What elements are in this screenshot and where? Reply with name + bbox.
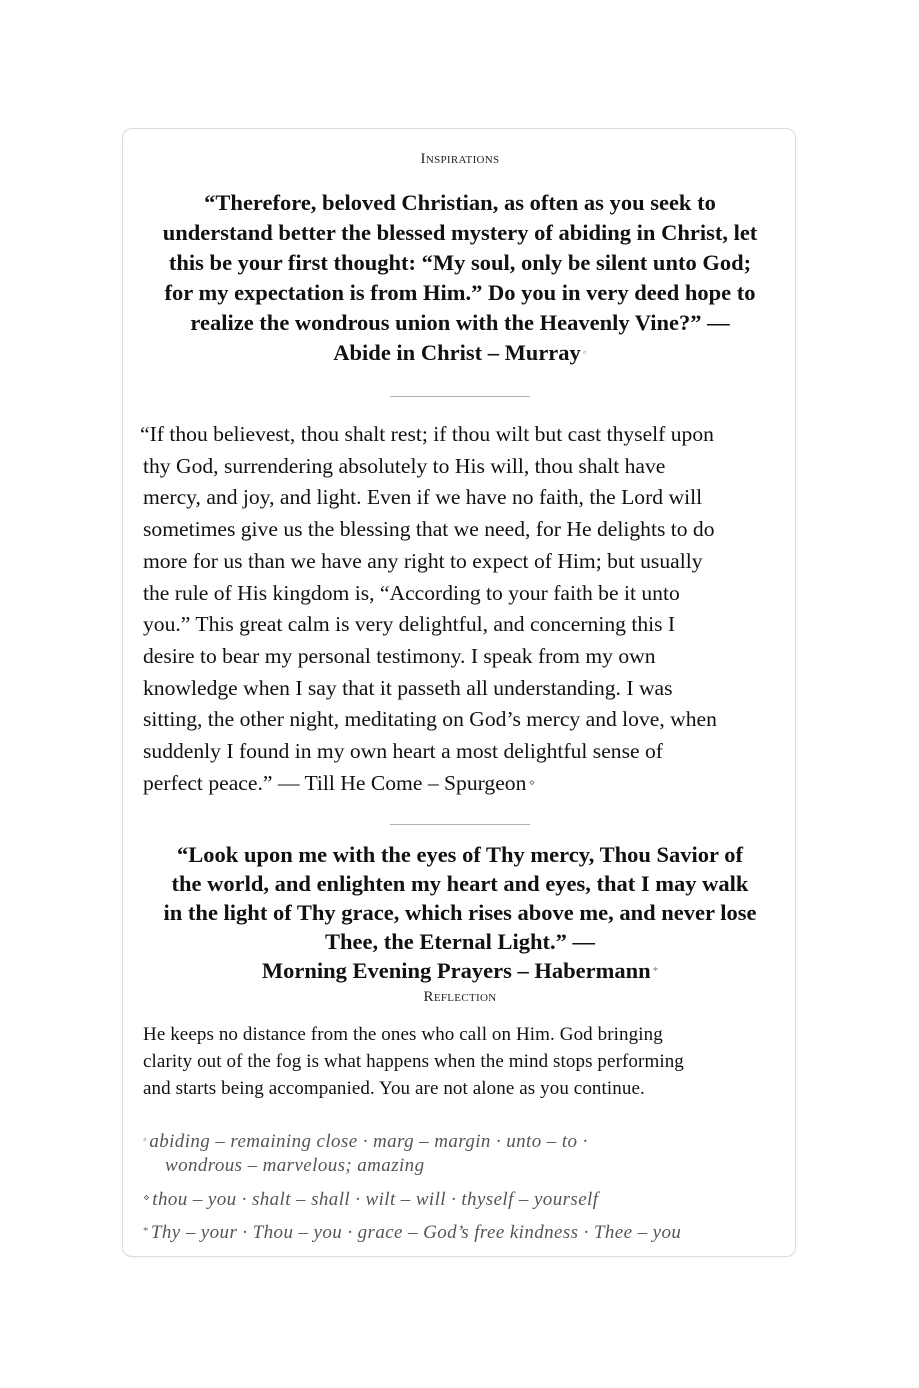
footnote-marker: ⋄ — [528, 776, 536, 789]
divider — [390, 396, 530, 397]
glossary-entry — [143, 1186, 783, 1212]
quote-line: this be your first thought: “My soul, only be silent unto God; — [168, 250, 752, 275]
quote-line: suddenly I found in my own heart a most delightful sense of — [143, 739, 663, 764]
glossary-line — [143, 1128, 783, 1154]
glossary-line: wondrous – marvelous; amazing — [165, 1155, 425, 1176]
glossary-entry — [143, 1219, 783, 1245]
quote-attribution — [143, 956, 777, 986]
quote-spurgeon — [140, 419, 783, 799]
quote-line: the world, and enlighten my heart and eyes, that I may walk — [171, 871, 749, 896]
quote-line: you.” This great calm is very delightful, and concerning this I — [143, 612, 676, 637]
quote-murray — [143, 188, 777, 368]
glossary-text: thou – you · shalt – shall · wilt – will · thyself – yourself — [152, 1189, 599, 1210]
quote-line: in the light of Thy grace, which rises above me, and never lose — [163, 900, 757, 925]
section-label-inspirations: Inspirations — [420, 151, 500, 167]
attribution-text: Morning Evening Prayers – Habermann — [261, 958, 651, 983]
reflection-text — [143, 1021, 783, 1102]
glossary-marker: ◦ — [143, 1134, 148, 1146]
quote-text: perfect peace.” — Till He Come – Spurgeon — [143, 770, 527, 795]
footnote-marker: ◦ — [582, 347, 587, 359]
attribution-text: Abide in Christ – Murray — [333, 340, 581, 365]
inspirations-card — [122, 128, 796, 1257]
quote-line: the rule of His kingdom is, “According to your faith be it unto — [143, 580, 680, 605]
quote-line: realize the wondrous union with the Heavenly Vine?” — — [190, 310, 730, 335]
reflection-line: clarity out of the fog is what happens when the mind stops performing — [143, 1051, 684, 1072]
reflection-line: He keeps no distance from the ones who call on Him. God bringing — [143, 1024, 663, 1045]
glossary-text: abiding – remaining close · marg – margin · unto – to · — [149, 1131, 588, 1152]
quote-line: sitting, the other night, meditating on God’s mercy and love, when — [143, 707, 717, 732]
quote-attribution — [143, 338, 777, 368]
glossary-marker: ⋄ — [143, 1192, 151, 1204]
quote-line: knowledge when I say that it passeth all understanding. I was — [143, 675, 673, 700]
quote-line: sometimes give us the blessing that we need, for He delights to do — [143, 517, 715, 542]
quote-line-last — [143, 768, 783, 800]
quote-line: mercy, and joy, and light. Even if we have no faith, the Lord will — [143, 485, 703, 510]
reflection-line: and starts being accompanied. You are not alone as you continue. — [143, 1078, 645, 1099]
quote-line: more for us than we have any right to expect of Him; but usually — [143, 548, 703, 573]
quote-line: desire to bear my personal testimony. I speak from my own — [143, 643, 656, 668]
glossary-entry — [143, 1128, 783, 1178]
glossary-line — [143, 1219, 783, 1245]
quote-habermann — [143, 840, 777, 986]
quote-line: “If thou believest, thou shalt rest; if thou wilt but cast thyself upon — [140, 422, 714, 446]
quote-line: Thee, the Eternal Light.” — — [325, 929, 595, 954]
footnote-marker: * — [652, 965, 659, 977]
section-label-reflection: Reflection — [423, 989, 497, 1005]
quote-line: understand better the blessed mystery of abiding in Christ, let — [162, 220, 758, 245]
quote-line: “Look upon me with the eyes of Thy mercy, Thou Savior of — [177, 842, 743, 867]
glossary-text: Thy – your · Thou – you · grace – God’s free kindness · Thee – you — [150, 1222, 682, 1243]
quote-line: for my expectation is from Him.” Do you in very deed hope to — [164, 280, 756, 305]
glossary-line — [143, 1186, 783, 1212]
quote-line: “Therefore, beloved Christian, as often as you seek to — [204, 190, 716, 215]
glossary-marker: * — [143, 1225, 149, 1237]
divider — [390, 824, 530, 825]
quote-line: thy God, surrendering absolutely to His will, thou shalt have — [143, 453, 666, 478]
